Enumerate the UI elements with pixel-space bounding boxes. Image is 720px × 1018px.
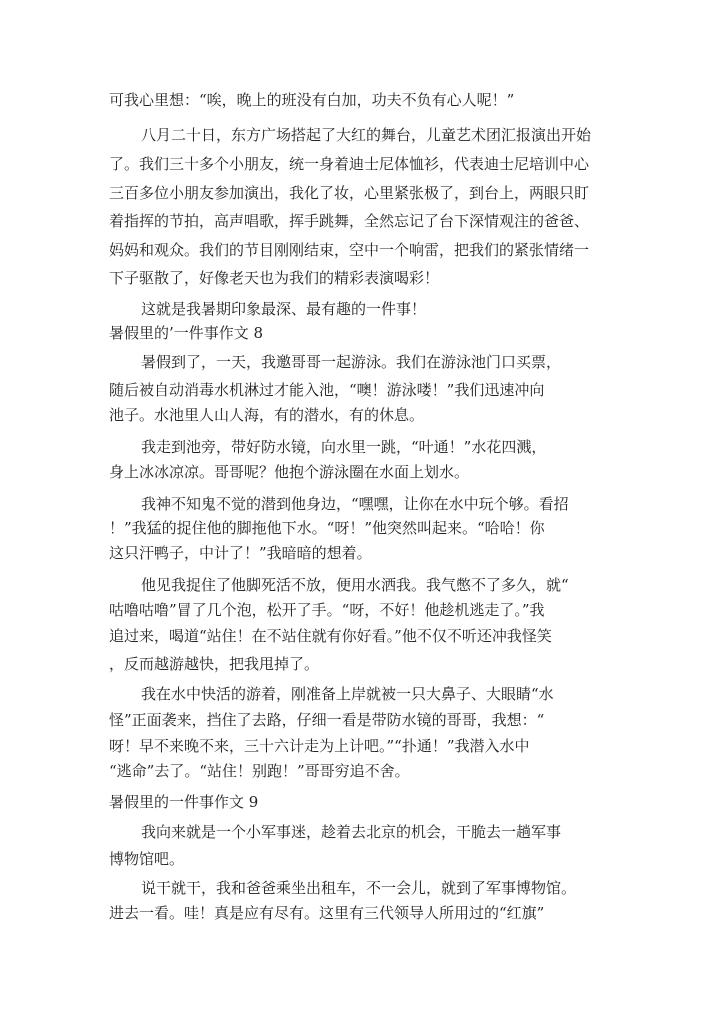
text-line: 我走到池旁，带好防水镜，向水里一跳，“叶通！”水花四溅，: [141, 438, 547, 456]
text-line: 下子驱散了，好像老天也为我们的精彩表演喝彩！: [109, 269, 440, 287]
text-line: 进去一看。哇！真是应有尽有。这里有三代领导人所用过的“红旗”: [109, 904, 545, 922]
text-line: 了。我们三十多个小朋友，统一身着迪士尼体恤衫，代表迪士尼培训中心: [109, 155, 590, 173]
text-line: 身上冰冰凉凉。哥哥呢？他抱个游泳圈在水面上划水。: [109, 463, 470, 481]
section-heading: 暑假里的一件事作文 9: [109, 793, 259, 811]
text-line: 可我心里想：“唉，晚上的班没有白加，功夫不负有心人呢！”: [109, 91, 515, 109]
text-line: 八月二十日，东方广场搭起了大红的舞台，儿童艺术团汇报演出开始: [141, 126, 592, 144]
text-line: 这就是我暑期印象最深、最有趣的一件事！: [141, 300, 427, 318]
text-line: 随后被自动消毒水机淋过才能入池，“噢！游泳喽！”我们迅速冲向: [109, 381, 545, 399]
text-line: “逃命”去了。“站住！别跑！”哥哥穷追不舍。: [109, 762, 410, 780]
text-line: 三百多位小朋友参加演出，我化了妆，心里紧张极了，到台上，两眼只盯: [109, 184, 590, 202]
text-line: 我向来就是一个小军事迷，趁着去北京的机会，干脆去一趟军事: [141, 823, 562, 841]
text-line: 着指挥的节拍，高声唱歌，挥手跳舞，全然忘记了台下深情观注的爸爸、: [109, 212, 590, 230]
text-line: 池子。水池里人山人海，有的潜水，有的休息。: [109, 406, 425, 424]
text-line: 暑假到了，一天，我邀哥哥一起游泳。我们在游泳池门口买票，: [141, 353, 562, 371]
text-line: ，反而越游越快，把我甩掉了。: [109, 655, 320, 673]
text-line: 呀！早不来晚不来，三十六计走为上计吧。”“扑通！”我潜入水中: [109, 737, 530, 755]
text-line: 这只汗鸭子，中计了！”我暗暗的想着。: [109, 544, 372, 562]
text-line: 怪”正面袭来，挡住了去路，仔细一看是带防水镜的哥哥，我想：“: [109, 711, 545, 729]
section-heading: 暑假里的’一件事作文 8: [109, 324, 264, 342]
text-line: 博物馆吧。: [109, 850, 185, 868]
text-line: ！”我猛的捉住他的脚拖他下水。“呀！”他突然叫起来。“哈哈！你: [109, 519, 545, 537]
text-line: 他见我捉住了他脚死活不放，便用水洒我。我气憋不了多久，就“: [141, 576, 569, 594]
text-line: 妈妈和观众。我们的节目刚刚结束，空中一个响雷，把我们的紧张情绪一: [109, 241, 590, 259]
text-line: 咕噜咕噜”冒了几个泡，松开了手。“呀，不好！他趁机逃走了。”我: [109, 601, 545, 619]
text-line: 说干就干，我和爸爸乘坐出租车，不一会儿，就到了军事博物馆。: [141, 879, 577, 897]
text-line: 追过来，喝道“站住！在不站住就有你好看。”他不仅不听还冲我怪笑: [109, 627, 552, 645]
text-line: 我在水中快活的游着，刚准备上岸就被一只大鼻子、大眼睛“水: [141, 685, 554, 703]
text-line: 我神不知鬼不觉的潜到他身边，“嘿嘿，让你在水中玩个够。看招: [141, 495, 569, 513]
